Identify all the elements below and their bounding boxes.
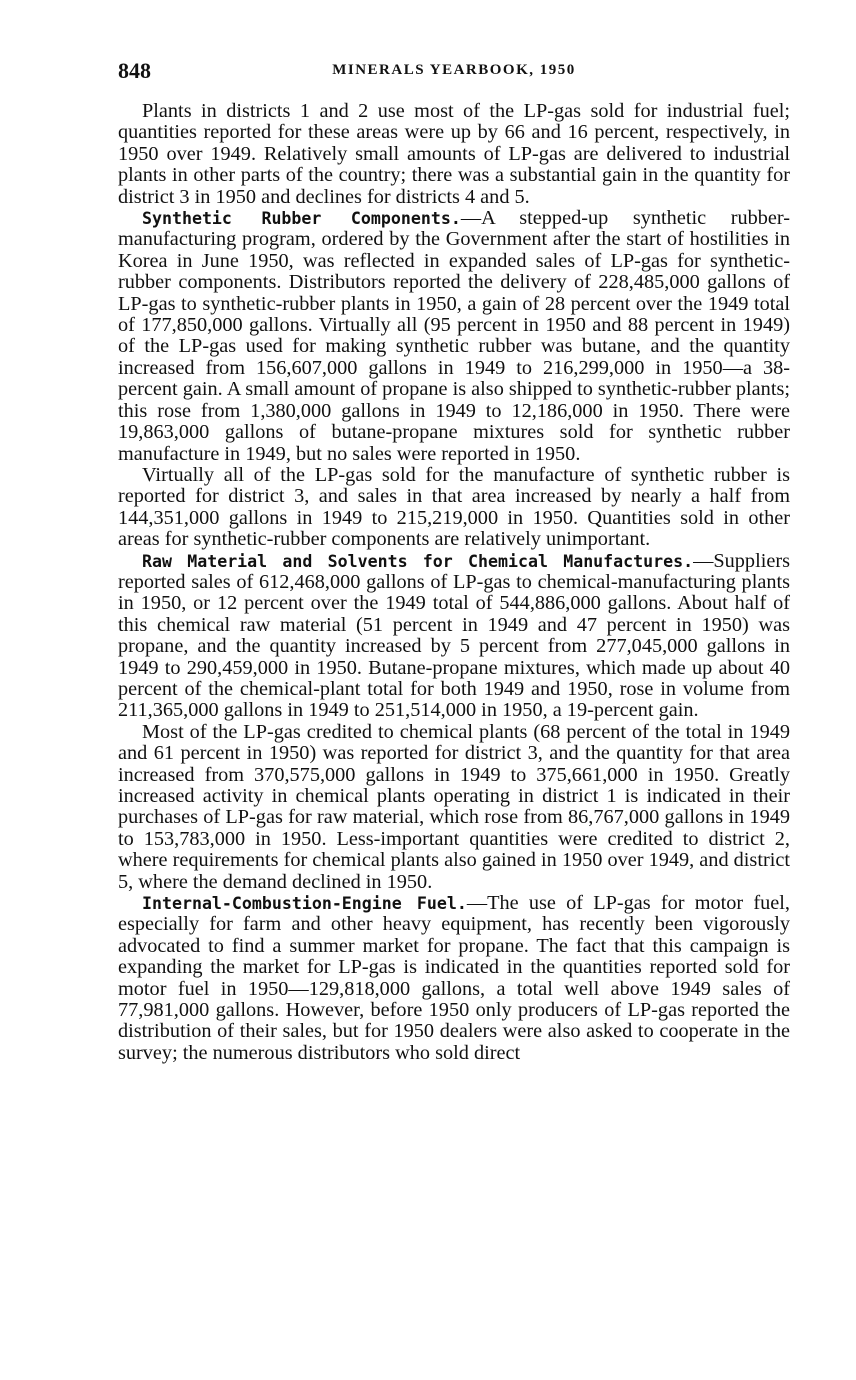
body-text	[118, 101, 790, 1064]
paragraph-text: —The use of LP-gas for motor fuel, especially for farm and other heavy equipment, has recently been vigorously advocated to find a summer market for propane. The fact that this campaign is expanding the market for LP-gas is indicated in the quantities reported sold for motor fuel in 1950—129,818,000 gallons, a total well above 1949 sales of 77,981,000 gallons. However, before 1950 only producers of LP-gas reported the distribution of their sales, but for 1950 dealers were also asked to cooperate in the survey; the numerous distributors who sold direct	[118, 892, 790, 1064]
section-heading-engine-fuel: Internal-Combustion-Engine Fuel.	[142, 894, 467, 914]
running-head: MINERALS YEARBOOK, 1950	[332, 62, 576, 78]
bottom-margin	[0, 1240, 856, 1380]
paragraph-text: Virtually all of the LP-gas sold for the manufacture of synthetic rubber is reported for district 3, and sales in that area increased by nearly a half from 144,351,000 gallons in 1949 to 215,219,000 in 1950. Quantities sold in other areas for synthetic-rubber components are relatively unimportant.	[118, 463, 790, 551]
paragraph-industrial-fuel	[118, 101, 790, 208]
page-header	[118, 58, 790, 86]
paragraph-synthetic-rubber	[118, 208, 790, 465]
paragraph-engine-fuel	[118, 893, 790, 1064]
paragraph-text: —Suppliers reported sales of 612,468,000 gallons of LP-gas to chemical-manufacturing plants in 1950, or 12 percent over the 1949 total of 544,886,000 gallons. About half of this chemical raw material (51 percent in 1949 and 47 percent in 1950) was propane, and the quantity increased by 5 percent from 277,045,000 gallons in 1949 to 290,459,000 in 1950. Butane-propane mixtures, which made up about 40 percent of the chemical-plant total for both 1949 and 1950, rose in volume from 211,365,000 gallons in 1949 to 251,514,000 in 1950, a 19-percent gain.	[118, 549, 790, 722]
paragraph-synthetic-rubber-district	[118, 465, 790, 551]
paragraph-text: Plants in districts 1 and 2 use most of the LP-gas sold for industrial fuel; quantities reported for these areas were up by 66 and 16 percent, respectively, in 1950 over 1949. Relatively small amounts of LP-gas are delivered to industrial plants in other parts of the country; there was a substantial gain in the quantity for district 3 in 1950 and declines for districts 4 and 5.	[118, 100, 790, 208]
page-number: 848	[118, 58, 151, 83]
paragraph-chemical-district	[118, 722, 790, 893]
paragraph-chemical-manufactures	[118, 551, 790, 722]
paragraph-text: Most of the LP-gas credited to chemical plants (68 percent of the total in 1949 and 61 percent in 1950) was reported for district 3, and the quantity for that area increased from 370,575,000 gallons in 1949 to 375,661,000 in 1950. Greatly increased activity in chemical plants operating in district 1 is indicated in their purchases of LP-gas for raw material, which rose from 86,767,000 gallons in 1949 to 153,783,000 in 1950. Less-important quantities were credited to district 2, where requirements for chemical plants also gained in 1950 over 1949, and district 5, where the demand declined in 1950.	[118, 720, 790, 893]
section-heading-synthetic-rubber: Synthetic Rubber Components.	[142, 209, 461, 229]
paragraph-text: —A stepped-up synthetic rubber-manufacturing program, ordered by the Government after the start of hostilities in Korea in June 1950, was reflected in expanded sales of LP-gas for synthetic-rubber components. Distributors reported the delivery of 228,485,000 gallons of LP-gas to synthetic-rubber plants in 1950, a gain of 28 percent over the 1949 total of 177,850,000 gallons. Virtually all (95 percent in 1950 and 88 percent in 1949) of the LP-gas used for making synthetic rubber was butane, and the quantity increased from 156,607,000 gallons in 1949 to 216,299,000 in 1950—a 38-percent gain. A small amount of propane is also shipped to synthetic-rubber plants; this rose from 1,380,000 gallons in 1949 to 12,186,000 in 1950. There were 19,863,000 gallons of butane-propane mixtures sold for synthetic rubber manufacture in 1949, but no sales were reported in 1950.	[118, 207, 790, 465]
section-heading-chemical: Raw Material and Solvents for Chemical Manufactures.	[142, 551, 694, 571]
